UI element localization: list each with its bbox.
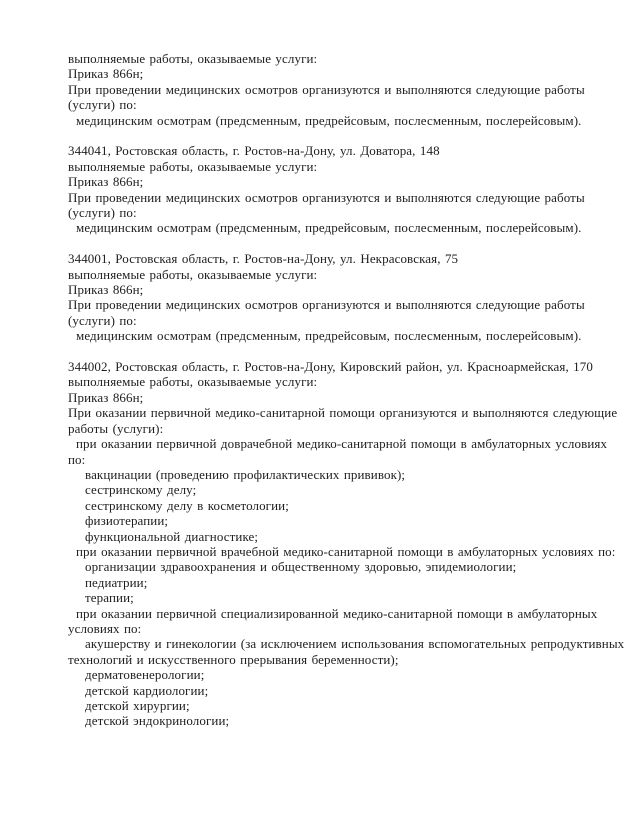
document-line: детской хирургии; [85, 698, 190, 714]
document-line: функциональной диагностике; [85, 528, 259, 544]
document-line: детской кардиологии; [85, 682, 209, 698]
document-line: Приказ 866н; [68, 282, 144, 298]
document-line: Приказ 866н; [68, 66, 144, 82]
document-line: (услуги) по: [68, 205, 137, 221]
document-line: физиотерапии; [85, 513, 169, 529]
document-line: педиатрии; [85, 574, 148, 590]
document-line: технологий и искусственного прерывания беременности); [68, 651, 399, 667]
document-line: работы (услуги): [68, 420, 164, 436]
document-line: Приказ 866н; [68, 389, 144, 405]
blank-line [68, 236, 620, 251]
document-line: При оказании первичной медико-санитарной помощи организуются и выполняются следующие [68, 405, 618, 421]
document-line: дерматовенерологии; [85, 667, 205, 683]
document-line: по: [68, 451, 86, 467]
document-line: медицинским осмотрам (предсменным, предрейсовым, послесменным, послерейсовым). [76, 328, 582, 344]
document-line: При проведении медицинских осмотров организуются и выполняются следующие работы [68, 81, 585, 97]
document-line: при оказании первичной специализированной медико-санитарной помощи в амбулаторных [76, 605, 598, 621]
document-line: выполняемые работы, оказываемые услуги: [68, 158, 318, 174]
document-line: 344002, Ростовская область, г. Ростов-на-Дону, Кировский район, ул. Красноармейская, 170 [68, 359, 593, 375]
document-line: организации здравоохранения и общественному здоровью, эпидемиологии; [85, 559, 517, 575]
document-line: выполняемые работы, оказываемые услуги: [68, 266, 318, 282]
document-line: сестринскому делу; [85, 482, 197, 498]
document-line: акушерству и гинекологии (за исключением использования вспомогательных репродуктивных [85, 636, 625, 652]
blank-line [68, 344, 620, 359]
document-line: при оказании первичной врачебной медико-санитарной помощи в амбулаторных условиях по: [76, 543, 616, 559]
document-line: При проведении медицинских осмотров организуются и выполняются следующие работы [68, 297, 585, 313]
document-line: детской эндокринологии; [85, 713, 230, 729]
document-line: медицинским осмотрам (предсменным, предрейсовым, послесменным, послерейсовым). [76, 112, 582, 128]
document-line: 344041, Ростовская область, г. Ростов-на-Дону, ул. Доватора, 148 [68, 143, 440, 159]
document-line: 344001, Ростовская область, г. Ростов-на-Дону, ул. Некрасовская, 75 [68, 251, 459, 267]
document-line: (услуги) по: [68, 97, 137, 113]
document-line: медицинским осмотрам (предсменным, предрейсовым, послесменным, послерейсовым). [76, 220, 582, 236]
document-line: (услуги) по: [68, 312, 137, 328]
document-line: выполняемые работы, оказываемые услуги: [68, 51, 318, 66]
document-line: При проведении медицинских осмотров организуются и выполняются следующие работы [68, 189, 585, 205]
document-line: выполняемые работы, оказываемые услуги: [68, 374, 318, 390]
document-line: при оказании первичной доврачебной медико-санитарной помощи в амбулаторных условиях [76, 436, 608, 452]
document-line: условиях по: [68, 620, 142, 636]
document-line: Приказ 866н; [68, 174, 144, 190]
document-line: сестринскому делу в косметологии; [85, 497, 289, 513]
blank-line [68, 128, 620, 143]
document-line: терапии; [85, 590, 134, 606]
document-line: вакцинации (проведению профилактических прививок); [85, 466, 406, 482]
